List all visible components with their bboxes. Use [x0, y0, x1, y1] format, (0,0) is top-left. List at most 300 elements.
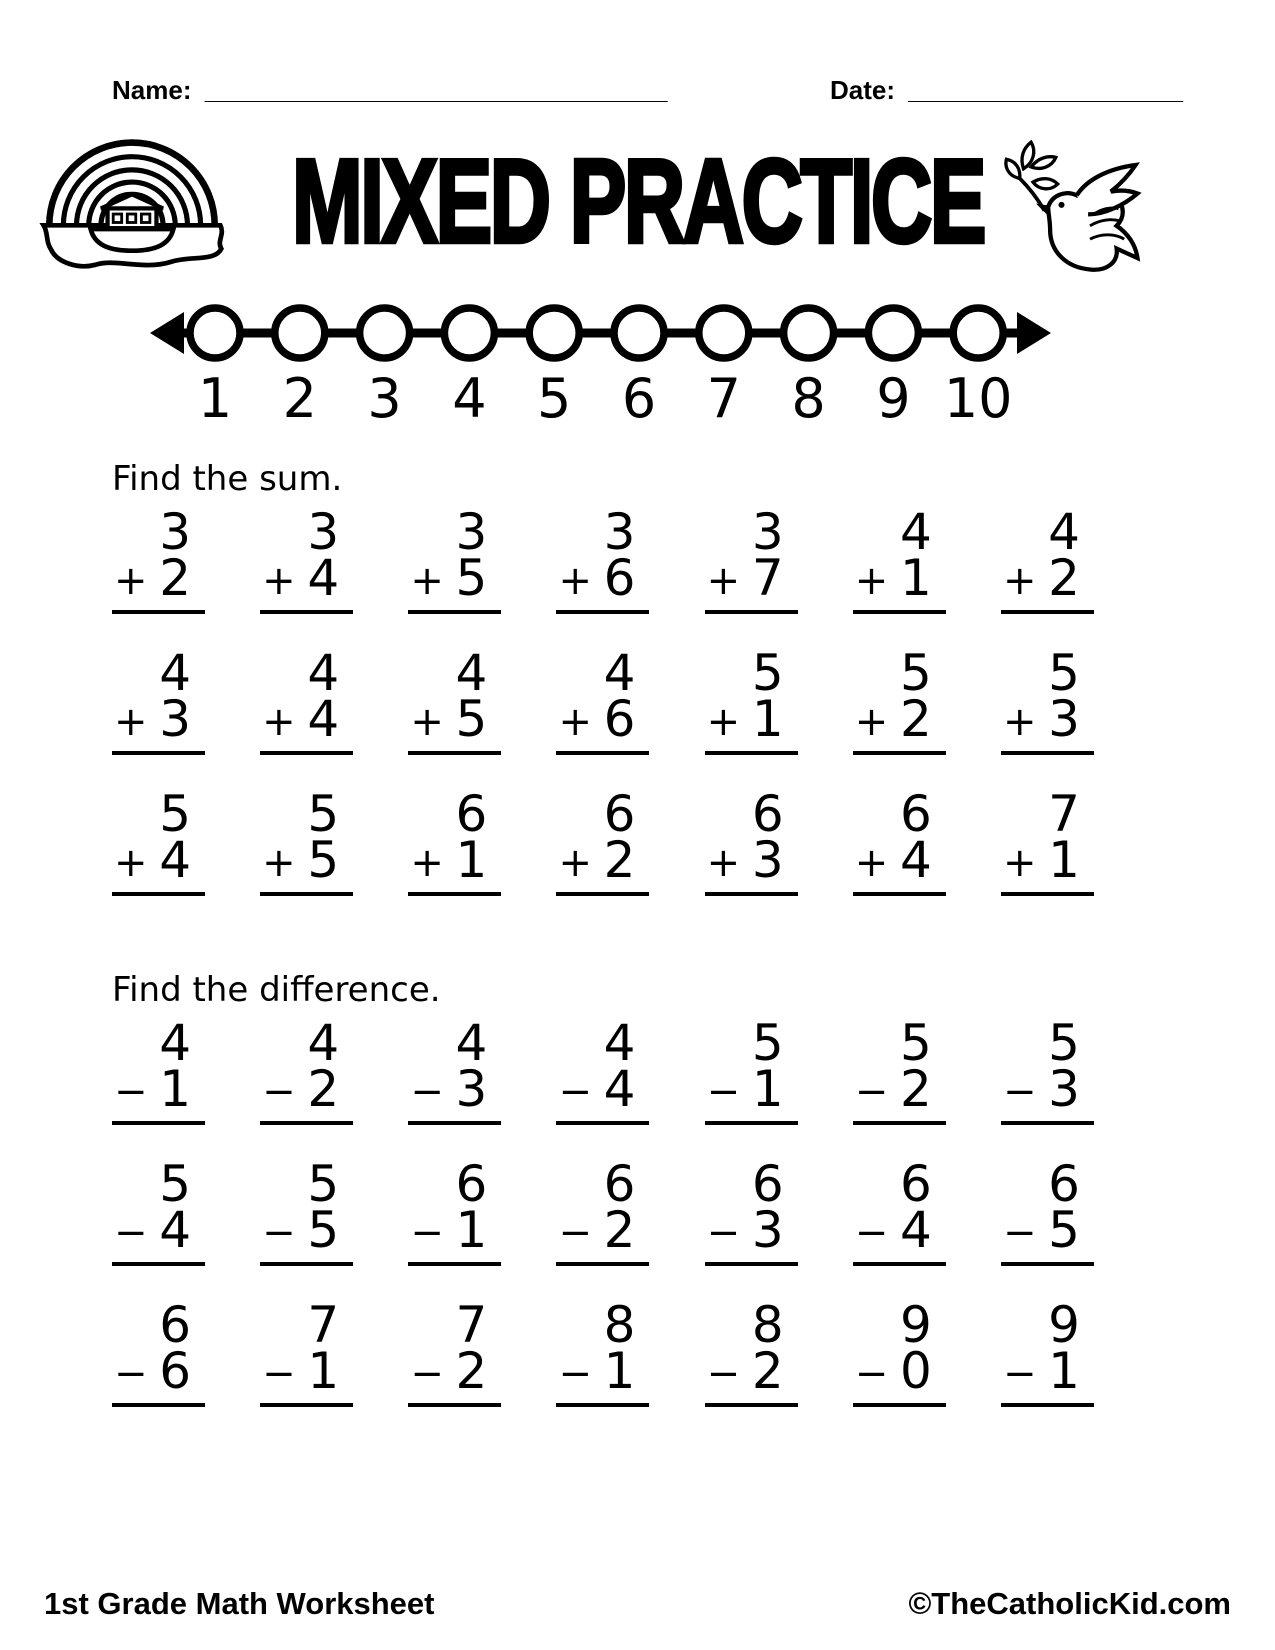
math-problem	[260, 1295, 353, 1407]
operator-operand-row	[112, 1059, 205, 1118]
operator-operand-row	[408, 1341, 501, 1400]
operator-operand-row	[112, 548, 205, 607]
math-problem	[260, 784, 353, 896]
operator-operand-row	[408, 689, 501, 748]
name-label: Name:	[112, 75, 192, 105]
plus-icon: +	[410, 839, 444, 886]
math-problem	[408, 643, 501, 755]
minus-icon: −	[262, 1068, 296, 1115]
operator-operand-row	[408, 548, 501, 607]
top-operand: 5	[1048, 643, 1080, 702]
operator-operand-row	[556, 548, 649, 607]
plus-icon: +	[558, 839, 592, 886]
number-line-point	[784, 308, 834, 358]
bottom-operand: 0	[899, 1341, 932, 1400]
answer-line	[260, 1262, 353, 1266]
top-operand: 6	[899, 784, 932, 843]
bottom-operand: 1	[159, 1059, 191, 1118]
plus-icon: +	[410, 698, 444, 745]
math-problem	[853, 1013, 946, 1125]
math-problem	[112, 1154, 205, 1266]
bottom-operand: 2	[307, 1059, 340, 1118]
operator-operand-row	[260, 689, 353, 748]
answer-line	[556, 1121, 649, 1125]
bottom-operand: 3	[751, 1200, 784, 1259]
operator-operand-row	[408, 1059, 501, 1118]
top-operand: 7	[1048, 784, 1080, 843]
math-problem	[705, 1013, 798, 1125]
answer-line	[1001, 610, 1094, 614]
bottom-operand: 6	[603, 548, 636, 607]
top-operand: 5	[159, 1154, 191, 1213]
operator-operand-row	[705, 830, 798, 889]
number-line-point	[953, 308, 1003, 358]
math-problem	[556, 643, 649, 755]
name-field	[112, 76, 667, 105]
math-problem	[556, 784, 649, 896]
math-problem	[112, 1013, 205, 1125]
top-operand: 6	[1048, 1154, 1080, 1213]
bottom-operand: 1	[1048, 830, 1080, 889]
answer-line	[705, 1121, 798, 1125]
math-problem	[112, 502, 205, 614]
top-operand: 3	[603, 502, 636, 561]
operator-operand-row	[112, 830, 205, 889]
bottom-operand: 3	[751, 830, 784, 889]
answer-line	[556, 892, 649, 896]
number-line-label: 8	[791, 366, 826, 425]
minus-icon: −	[410, 1068, 444, 1115]
math-problem	[705, 1295, 798, 1407]
math-problem	[1001, 1013, 1094, 1125]
operator-operand-row	[556, 1200, 649, 1259]
operator-operand-row	[1001, 1200, 1094, 1259]
answer-line	[853, 892, 946, 896]
bottom-operand: 3	[159, 689, 191, 748]
plus-icon: +	[410, 557, 444, 604]
top-operand: 6	[751, 1154, 784, 1213]
top-operand: 8	[603, 1295, 636, 1354]
top-operand: 3	[159, 502, 191, 561]
right-arrow-icon	[1017, 312, 1051, 354]
operator-operand-row	[556, 689, 649, 748]
top-operand: 4	[603, 643, 636, 702]
minus-icon: −	[706, 1209, 741, 1256]
answer-line	[260, 751, 353, 755]
answer-line	[260, 892, 353, 896]
plus-icon: +	[706, 698, 741, 745]
math-problem	[556, 502, 649, 614]
bottom-operand: 2	[1048, 548, 1080, 607]
number-line-label: 6	[621, 366, 657, 425]
bottom-operand: 4	[159, 1200, 191, 1259]
top-operand: 9	[1048, 1295, 1080, 1354]
problem-row	[112, 1295, 1094, 1407]
math-problem	[556, 1154, 649, 1266]
top-operand: 7	[307, 1295, 340, 1354]
operator-operand-row	[705, 548, 798, 607]
answer-line	[705, 892, 798, 896]
minus-icon: −	[1002, 1209, 1037, 1256]
plus-icon: +	[558, 698, 592, 745]
operator-operand-row	[260, 830, 353, 889]
bottom-operand: 2	[159, 548, 191, 607]
answer-line	[408, 1262, 501, 1266]
math-problem	[1001, 784, 1094, 896]
date-blank-line: ___________________	[908, 75, 1183, 105]
top-operand: 5	[899, 1013, 932, 1072]
math-problem	[260, 1013, 353, 1125]
top-operand: 4	[455, 643, 488, 702]
answer-line	[853, 751, 946, 755]
math-problem	[260, 643, 353, 755]
bottom-operand: 1	[899, 548, 932, 607]
answer-line	[853, 1121, 946, 1125]
math-problem	[853, 643, 946, 755]
answer-line	[1001, 1403, 1094, 1407]
operator-operand-row	[1001, 548, 1094, 607]
sum-section	[112, 459, 1275, 896]
math-problem	[705, 1154, 798, 1266]
plus-icon: +	[114, 839, 148, 886]
bottom-operand: 4	[899, 830, 932, 889]
top-operand: 6	[899, 1154, 932, 1213]
math-problem	[112, 784, 205, 896]
plus-icon: +	[114, 698, 148, 745]
plus-icon: +	[706, 557, 741, 604]
plus-icon: +	[854, 839, 889, 886]
sum-heading: Find the sum.	[112, 458, 343, 499]
top-operand: 3	[307, 502, 340, 561]
operator-operand-row	[260, 548, 353, 607]
math-problem	[853, 1295, 946, 1407]
top-operand: 4	[1048, 502, 1080, 561]
math-problem	[853, 502, 946, 614]
answer-line	[408, 892, 501, 896]
number-line-label: 5	[537, 366, 572, 425]
bottom-operand: 4	[603, 1059, 636, 1118]
operator-operand-row	[705, 1200, 798, 1259]
plus-icon: +	[114, 557, 148, 604]
math-problem	[1001, 1295, 1094, 1407]
answer-line	[556, 1403, 649, 1407]
problem-row	[112, 502, 1094, 614]
bottom-operand: 1	[751, 689, 784, 748]
date-label: Date:	[830, 75, 896, 105]
answer-line	[1001, 892, 1094, 896]
bottom-operand: 3	[1048, 1059, 1080, 1118]
operator-operand-row	[260, 1059, 353, 1118]
number-line-label: 9	[876, 366, 911, 425]
number-line-point	[360, 308, 410, 358]
top-operand: 5	[899, 643, 932, 702]
bottom-operand: 2	[751, 1341, 784, 1400]
answer-line	[853, 1262, 946, 1266]
number-line-svg	[148, 291, 1053, 425]
answer-line	[705, 1403, 798, 1407]
math-problem	[556, 1295, 649, 1407]
minus-icon: −	[558, 1350, 592, 1397]
top-operand: 5	[307, 784, 340, 843]
answer-line	[853, 610, 946, 614]
answer-line	[556, 751, 649, 755]
bottom-operand: 5	[1048, 1200, 1080, 1259]
bottom-operand: 1	[751, 1059, 784, 1118]
problem-row	[112, 643, 1094, 755]
number-line-label: 2	[282, 366, 317, 425]
minus-icon: −	[262, 1209, 296, 1256]
bottom-operand: 2	[603, 1200, 636, 1259]
footer	[44, 1586, 1231, 1622]
operator-operand-row	[1001, 830, 1094, 889]
math-problem	[408, 784, 501, 896]
operator-operand-row	[112, 1200, 205, 1259]
answer-line	[112, 892, 205, 896]
minus-icon: −	[114, 1068, 148, 1115]
minus-icon: −	[706, 1068, 741, 1115]
bottom-operand: 1	[603, 1341, 636, 1400]
top-operand: 6	[751, 784, 784, 843]
answer-line	[112, 1403, 205, 1407]
top-operand: 6	[603, 784, 636, 843]
math-problem	[705, 643, 798, 755]
bottom-operand: 3	[1048, 689, 1080, 748]
bottom-operand: 1	[455, 830, 488, 889]
plus-icon: +	[1002, 839, 1037, 886]
number-line	[148, 291, 1053, 425]
minus-icon: −	[262, 1350, 296, 1397]
top-operand: 4	[455, 1013, 488, 1072]
math-problem	[1001, 502, 1094, 614]
operator-operand-row	[556, 1341, 649, 1400]
operator-operand-row	[705, 1341, 798, 1400]
plus-icon: +	[558, 557, 592, 604]
bottom-operand: 1	[307, 1341, 340, 1400]
top-operand: 5	[159, 784, 191, 843]
math-problem	[408, 1295, 501, 1407]
operator-operand-row	[1001, 1341, 1094, 1400]
plus-icon: +	[854, 698, 889, 745]
top-operand: 9	[899, 1295, 932, 1354]
answer-line	[112, 610, 205, 614]
operator-operand-row	[556, 830, 649, 889]
minus-icon: −	[558, 1068, 592, 1115]
footer-credit: ©TheCatholicKid.com	[908, 1586, 1231, 1621]
difference-problem-grid	[112, 1013, 1275, 1407]
minus-icon: −	[558, 1209, 592, 1256]
bottom-operand: 4	[159, 830, 191, 889]
answer-line	[408, 610, 501, 614]
minus-icon: −	[854, 1209, 889, 1256]
answer-line	[556, 1262, 649, 1266]
problem-row	[112, 784, 1094, 896]
date-field	[830, 76, 1183, 105]
bottom-operand: 4	[307, 689, 340, 748]
top-operand: 6	[603, 1154, 636, 1213]
top-operand: 5	[307, 1154, 340, 1213]
number-line-label: 10	[943, 366, 1013, 425]
answer-line	[260, 610, 353, 614]
top-operand: 5	[1048, 1013, 1080, 1072]
operator-operand-row	[260, 1341, 353, 1400]
bottom-operand: 5	[307, 1200, 340, 1259]
operator-operand-row	[260, 1200, 353, 1259]
math-problem	[853, 1154, 946, 1266]
math-problem	[408, 1013, 501, 1125]
answer-line	[408, 1403, 501, 1407]
operator-operand-row	[1001, 1059, 1094, 1118]
top-operand: 4	[159, 643, 191, 702]
operator-operand-row	[853, 548, 946, 607]
math-problem	[705, 784, 798, 896]
bottom-operand: 5	[455, 548, 488, 607]
math-problem	[112, 1295, 205, 1407]
answer-line	[556, 610, 649, 614]
answer-line	[705, 1262, 798, 1266]
minus-icon: −	[114, 1350, 148, 1397]
number-line-label: 1	[197, 366, 233, 425]
math-problem	[556, 1013, 649, 1125]
math-problem	[1001, 1154, 1094, 1266]
bottom-operand: 6	[159, 1341, 191, 1400]
operator-operand-row	[853, 1059, 946, 1118]
bottom-operand: 2	[899, 1059, 932, 1118]
operator-operand-row	[853, 830, 946, 889]
bottom-operand: 2	[899, 689, 932, 748]
bottom-operand: 4	[307, 548, 340, 607]
top-operand: 3	[455, 502, 488, 561]
operator-operand-row	[705, 1059, 798, 1118]
footer-worksheet-label: 1st Grade Math Worksheet	[44, 1586, 435, 1621]
bottom-operand: 2	[603, 830, 636, 889]
bottom-operand: 1	[455, 1200, 488, 1259]
plus-icon: +	[262, 557, 296, 604]
dove-olive-branch-icon	[995, 125, 1147, 281]
top-operand: 5	[751, 643, 784, 702]
operator-operand-row	[853, 1341, 946, 1400]
operator-operand-row	[112, 1341, 205, 1400]
title-row	[0, 123, 1275, 281]
top-operand: 3	[751, 502, 784, 561]
top-operand: 6	[159, 1295, 191, 1354]
top-operand: 4	[307, 643, 340, 702]
top-operand: 4	[899, 502, 932, 561]
top-operand: 4	[159, 1013, 191, 1072]
number-line-point	[444, 308, 494, 358]
minus-icon: −	[114, 1209, 148, 1256]
problem-row	[112, 1013, 1094, 1125]
page-title: MIXED PRACTICE	[291, 134, 984, 268]
number-line-point	[529, 308, 579, 358]
minus-icon: −	[1002, 1350, 1037, 1397]
top-operand: 4	[307, 1013, 340, 1072]
answer-line	[408, 751, 501, 755]
number-line-point	[190, 308, 240, 358]
answer-line	[853, 1403, 946, 1407]
difference-heading: Find the difference.	[112, 969, 441, 1010]
operator-operand-row	[853, 1200, 946, 1259]
name-date-row	[112, 76, 1183, 105]
minus-icon: −	[410, 1209, 444, 1256]
bottom-operand: 7	[751, 548, 784, 607]
answer-line	[112, 1262, 205, 1266]
math-problem	[408, 502, 501, 614]
answer-line	[260, 1403, 353, 1407]
math-problem	[260, 1154, 353, 1266]
math-problem	[1001, 643, 1094, 755]
minus-icon: −	[410, 1350, 444, 1397]
operator-operand-row	[705, 689, 798, 748]
minus-icon: −	[854, 1350, 889, 1397]
number-line-point	[275, 308, 325, 358]
operator-operand-row	[112, 689, 205, 748]
operator-operand-row	[853, 689, 946, 748]
math-problem	[705, 502, 798, 614]
left-arrow-icon	[150, 312, 184, 354]
answer-line	[260, 1121, 353, 1125]
top-operand: 7	[455, 1295, 488, 1354]
answer-line	[705, 751, 798, 755]
top-operand: 5	[751, 1013, 784, 1072]
bottom-operand: 5	[307, 830, 340, 889]
answer-line	[112, 1121, 205, 1125]
sum-problem-grid	[112, 502, 1275, 896]
problem-row	[112, 1154, 1094, 1266]
number-line-label: 7	[706, 366, 741, 425]
number-line-label: 3	[367, 366, 402, 425]
answer-line	[408, 1121, 501, 1125]
number-line-point	[868, 308, 918, 358]
plus-icon: +	[262, 698, 296, 745]
answer-line	[1001, 1262, 1094, 1266]
math-problem	[260, 502, 353, 614]
plus-icon: +	[854, 557, 889, 604]
math-problem	[112, 643, 205, 755]
answer-line	[1001, 1121, 1094, 1125]
answer-line	[1001, 751, 1094, 755]
name-blank-line: ________________________________	[204, 75, 668, 105]
top-operand: 6	[455, 1154, 488, 1213]
plus-icon: +	[1002, 698, 1037, 745]
minus-icon: −	[854, 1068, 889, 1115]
bottom-operand: 6	[603, 689, 636, 748]
answer-line	[112, 751, 205, 755]
number-line-label: 4	[452, 366, 487, 425]
top-operand: 6	[455, 784, 488, 843]
top-operand: 4	[603, 1013, 636, 1072]
minus-icon: −	[706, 1350, 741, 1397]
bottom-operand: 5	[455, 689, 488, 748]
answer-line	[705, 610, 798, 614]
minus-icon: −	[1002, 1068, 1037, 1115]
math-problem	[408, 1154, 501, 1266]
top-operand: 8	[751, 1295, 784, 1354]
operator-operand-row	[1001, 689, 1094, 748]
operator-operand-row	[408, 830, 501, 889]
bottom-operand: 4	[899, 1200, 932, 1259]
math-problem	[853, 784, 946, 896]
noahs-ark-rainbow-icon	[38, 123, 226, 275]
number-line-point	[614, 308, 664, 358]
bottom-operand: 2	[455, 1341, 488, 1400]
number-line-point	[699, 308, 749, 358]
difference-section	[112, 970, 1275, 1407]
operator-operand-row	[408, 1200, 501, 1259]
plus-icon: +	[1002, 557, 1037, 604]
operator-operand-row	[556, 1059, 649, 1118]
plus-icon: +	[706, 839, 741, 886]
bottom-operand: 1	[1048, 1341, 1080, 1400]
